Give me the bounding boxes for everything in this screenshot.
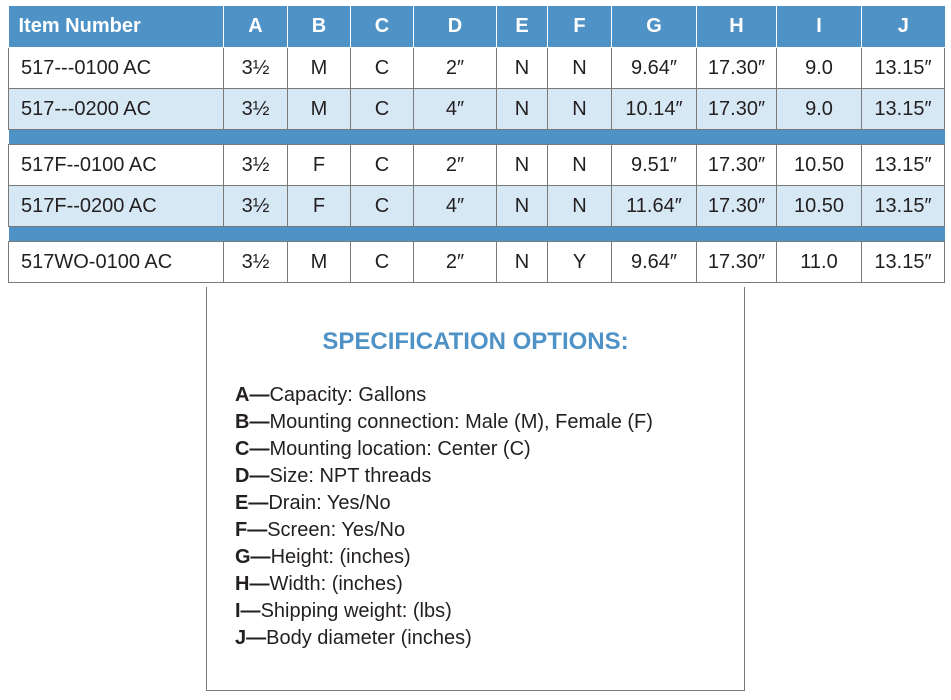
spec-cell: 9.64″	[612, 242, 697, 283]
spec-cell: 3½	[224, 89, 288, 130]
spec-cell: 2″	[414, 48, 497, 89]
spec-cell: 17.30″	[697, 89, 777, 130]
spec-cell: 10.50	[777, 186, 862, 227]
spec-cell: 17.30″	[697, 186, 777, 227]
spec-option-text: Screen: Yes/No	[267, 519, 406, 541]
spec-option-text: Shipping weight: (lbs)	[260, 600, 452, 622]
spec-cell: N	[548, 145, 612, 186]
spec-cell: N	[497, 242, 548, 283]
spec-option-text: Mounting connection: Male (M), Female (F)	[269, 411, 653, 433]
spec-cell: C	[351, 48, 414, 89]
spec-option-item	[235, 490, 653, 517]
spec-cell: 13.15″	[862, 242, 945, 283]
spec-cell: 2″	[414, 242, 497, 283]
col-header-c: C	[351, 6, 414, 48]
spec-cell: N	[497, 89, 548, 130]
col-header-a: A	[224, 6, 288, 48]
spec-option-key: H—	[235, 573, 270, 595]
spec-cell: 13.15″	[862, 48, 945, 89]
table-row	[9, 186, 945, 227]
spec-cell: 13.15″	[862, 145, 945, 186]
spec-cell: N	[548, 89, 612, 130]
spec-option-key: G—	[235, 546, 271, 568]
table-row	[9, 242, 945, 283]
item-number-cell: 517F--0200 AC	[9, 186, 224, 227]
spec-cell: N	[548, 186, 612, 227]
spec-option-text: Size: NPT threads	[269, 465, 432, 487]
spec-cell: 17.30″	[697, 145, 777, 186]
spec-cell: C	[351, 242, 414, 283]
spec-option-text: Drain: Yes/No	[268, 492, 391, 514]
col-header-b: B	[288, 6, 351, 48]
col-header-item-number: Item Number	[9, 6, 224, 48]
spec-option-item	[235, 463, 653, 490]
col-header-d: D	[414, 6, 497, 48]
item-number-cell: 517---0200 AC	[9, 89, 224, 130]
spec-cell: N	[497, 145, 548, 186]
table-row	[9, 48, 945, 89]
spec-cell: N	[497, 48, 548, 89]
group-separator-bar	[9, 227, 945, 242]
spec-cell: C	[351, 145, 414, 186]
spec-table	[8, 6, 945, 283]
spec-cell: N	[548, 48, 612, 89]
item-number-cell: 517F--0100 AC	[9, 145, 224, 186]
spec-cell: C	[351, 89, 414, 130]
spec-cell: F	[288, 186, 351, 227]
spec-option-item	[235, 517, 653, 544]
spec-cell: M	[288, 48, 351, 89]
spec-option-text: Body diameter (inches)	[266, 627, 472, 649]
spec-cell: 13.15″	[862, 186, 945, 227]
spec-cell: 3½	[224, 186, 288, 227]
spec-cell: 17.30″	[697, 48, 777, 89]
spec-cell: M	[288, 89, 351, 130]
spec-cell: F	[288, 145, 351, 186]
spec-option-key: D—	[235, 465, 270, 487]
spec-option-item	[235, 571, 653, 598]
spec-cell: 17.30″	[697, 242, 777, 283]
spec-option-text: Height: (inches)	[270, 546, 411, 568]
spec-option-item	[235, 409, 653, 436]
spec-cell: 3½	[224, 145, 288, 186]
spec-option-key: A—	[235, 384, 270, 406]
spec-option-key: C—	[235, 438, 270, 460]
item-number-cell: 517---0100 AC	[9, 48, 224, 89]
spec-cell: 11.64″	[612, 186, 697, 227]
group-separator-bar	[9, 130, 945, 145]
spec-cell: 11.0	[777, 242, 862, 283]
col-header-i: I	[777, 6, 862, 48]
table-row	[9, 89, 945, 130]
item-number-cell: 517WO-0100 AC	[9, 242, 224, 283]
spec-option-key: I—	[235, 600, 261, 622]
spec-option-item	[235, 436, 653, 463]
spec-cell: 13.15″	[862, 89, 945, 130]
spec-option-item	[235, 625, 653, 652]
spec-cell: 4″	[414, 186, 497, 227]
spec-options-box	[206, 287, 745, 691]
spec-option-key: F—	[235, 519, 268, 541]
spec-option-item	[235, 598, 653, 625]
group-separator	[9, 227, 945, 242]
spec-cell: 2″	[414, 145, 497, 186]
spec-cell: 4″	[414, 89, 497, 130]
spec-cell: 9.0	[777, 89, 862, 130]
spec-option-item	[235, 382, 653, 409]
spec-options-title: SPECIFICATION OPTIONS:	[322, 328, 629, 355]
spec-cell: 3½	[224, 48, 288, 89]
spec-cell: N	[497, 186, 548, 227]
group-separator	[9, 130, 945, 145]
spec-cell: M	[288, 242, 351, 283]
spec-cell: 9.64″	[612, 48, 697, 89]
spec-cell: 3½	[224, 242, 288, 283]
spec-cell: Y	[548, 242, 612, 283]
spec-option-text: Capacity: Gallons	[269, 384, 427, 406]
col-header-h: H	[697, 6, 777, 48]
spec-cell: 10.50	[777, 145, 862, 186]
spec-cell: C	[351, 186, 414, 227]
spec-cell: 9.51″	[612, 145, 697, 186]
col-header-g: G	[612, 6, 697, 48]
col-header-e: E	[497, 6, 548, 48]
header-row	[9, 6, 945, 48]
spec-option-text: Mounting location: Center (C)	[269, 438, 531, 460]
spec-cell: 9.0	[777, 48, 862, 89]
col-header-j: J	[862, 6, 945, 48]
spec-options-list	[235, 382, 653, 652]
spec-option-item	[235, 544, 653, 571]
spec-option-key: B—	[235, 411, 270, 433]
spec-option-text: Width: (inches)	[269, 573, 403, 595]
spec-cell: 10.14″	[612, 89, 697, 130]
table-row	[9, 145, 945, 186]
spec-option-key: E—	[235, 492, 269, 514]
spec-option-key: J—	[235, 627, 267, 649]
col-header-f: F	[548, 6, 612, 48]
